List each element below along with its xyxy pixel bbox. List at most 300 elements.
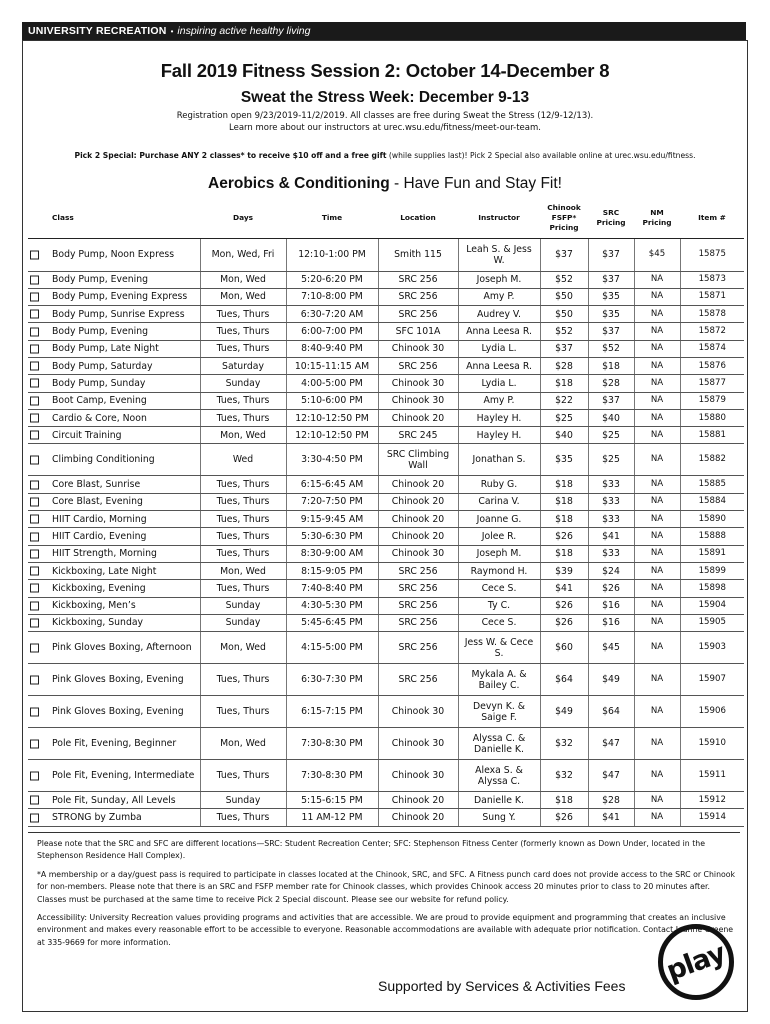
row-nm-price: NA <box>634 511 680 528</box>
page-subtitle: Sweat the Stress Week: December 9-13 <box>240 89 530 106</box>
row-fsfp-price: $32 <box>540 728 588 760</box>
row-src-price: $52 <box>588 340 634 357</box>
row-time: 9:15-9:45 AM <box>286 511 378 528</box>
note-locations: Please note that the SRC and SFC are different locations—SRC: Student Recreation Center; SFC: Stephenson Fitness Center (formerly known as Down Under, located in the Stephenson Residence Hall Complex). <box>37 839 705 861</box>
row-src-price: $49 <box>588 664 634 696</box>
table-row <box>28 614 744 631</box>
row-class-cell <box>28 340 200 357</box>
checkbox[interactable] <box>30 707 39 716</box>
row-days: Tues, Thurs <box>200 760 286 792</box>
row-nm-price: NA <box>634 340 680 357</box>
checkbox[interactable] <box>30 327 39 336</box>
pick2-special-rest: (while supplies last)! Pick 2 Special also available online at urec.wsu.edu/fitness. <box>386 151 696 160</box>
row-instructor: Joanne G. <box>458 511 540 528</box>
row-nm-price: NA <box>634 357 680 374</box>
row-class-name: Pink Gloves Boxing, Evening <box>52 674 184 686</box>
row-class-cell <box>28 238 200 271</box>
row-days: Tues, Thurs <box>200 809 286 826</box>
row-days: Tues, Thurs <box>200 340 286 357</box>
row-item-number: 15911 <box>680 760 744 792</box>
table-row <box>28 323 744 340</box>
row-nm-price: NA <box>634 632 680 664</box>
table-row <box>28 728 744 760</box>
row-days: Mon, Wed, Fri <box>200 238 286 271</box>
row-instructor: Joseph M. <box>458 271 540 288</box>
row-class-name: Body Pump, Evening <box>52 326 148 338</box>
row-instructor: Ty C. <box>458 597 540 614</box>
row-class-cell <box>28 511 200 528</box>
notes <box>37 838 737 955</box>
row-nm-price: NA <box>634 614 680 631</box>
row-fsfp-price: $32 <box>540 760 588 792</box>
row-src-price: $33 <box>588 545 634 562</box>
row-time: 4:15-5:00 PM <box>286 632 378 664</box>
row-days: Mon, Wed <box>200 427 286 444</box>
col-header-days: Days <box>200 198 286 238</box>
checkbox[interactable] <box>30 310 39 319</box>
table-row <box>28 792 744 809</box>
row-item-number: 15872 <box>680 323 744 340</box>
row-fsfp-price: $37 <box>540 340 588 357</box>
table-row <box>28 288 744 305</box>
row-class-cell <box>28 528 200 545</box>
row-class-name: Pink Gloves Boxing, Evening <box>52 706 184 718</box>
row-src-price: $24 <box>588 562 634 579</box>
row-time: 12:10-1:00 PM <box>286 238 378 271</box>
row-instructor: Raymond H. <box>458 562 540 579</box>
schedule-table <box>28 198 744 827</box>
row-instructor: Leah S. & Jess W. <box>458 238 540 271</box>
row-class-cell <box>28 476 200 493</box>
row-src-price: $33 <box>588 476 634 493</box>
row-class-cell <box>28 288 200 305</box>
row-src-price: $16 <box>588 614 634 631</box>
row-class-cell <box>28 580 200 597</box>
checkbox[interactable] <box>30 497 39 506</box>
row-fsfp-price: $49 <box>540 696 588 728</box>
row-days: Tues, Thurs <box>200 323 286 340</box>
row-fsfp-price: $50 <box>540 288 588 305</box>
checkbox[interactable] <box>30 414 39 423</box>
row-fsfp-price: $22 <box>540 392 588 409</box>
row-fsfp-price: $18 <box>540 375 588 392</box>
checkbox[interactable] <box>30 813 39 822</box>
row-instructor: Devyn K. & Saige F. <box>458 696 540 728</box>
header-banner <box>22 22 746 40</box>
row-src-price: $37 <box>588 392 634 409</box>
row-class-name: HIIT Strength, Morning <box>52 548 157 560</box>
row-item-number: 15904 <box>680 597 744 614</box>
row-days: Mon, Wed <box>200 632 286 664</box>
row-item-number: 15875 <box>680 238 744 271</box>
note-membership: *A membership or a day/guest pass is required to participate in classes located at the Chinook, SRC, and SFC. A Fitness punch card does not provide access to the SRC or Chinook for non-members. Please note that there is an SRC and FSFP member rate for Chinook classes, which provides Chinook access 20 minutes prior to class to 20 minutes after. Classes must be purchased at the same time to receive Pick 2 Special discount. Please see our website for refund policy. <box>37 869 736 904</box>
row-location: SRC 256 <box>378 664 458 696</box>
row-instructor: Lydia L. <box>458 340 540 357</box>
table-row <box>28 632 744 664</box>
row-location: Chinook 30 <box>378 340 458 357</box>
row-time: 4:00-5:00 PM <box>286 375 378 392</box>
checkbox[interactable] <box>30 396 39 405</box>
row-location: Chinook 30 <box>378 375 458 392</box>
row-location: SRC 256 <box>378 288 458 305</box>
row-time: 12:10-12:50 PM <box>286 427 378 444</box>
row-instructor: Ruby G. <box>458 476 540 493</box>
table-row <box>28 357 744 374</box>
row-src-price: $47 <box>588 728 634 760</box>
col-header-time: Time <box>286 198 378 238</box>
row-src-price: $25 <box>588 444 634 476</box>
row-fsfp-price: $37 <box>540 238 588 271</box>
table-row <box>28 597 744 614</box>
registration-line-2: Learn more about our instructors at urec.wsu.edu/fitness/meet-our-team. <box>229 123 541 133</box>
table-row <box>28 562 744 579</box>
row-fsfp-price: $28 <box>540 357 588 374</box>
table-row <box>28 476 744 493</box>
row-nm-price: NA <box>634 271 680 288</box>
row-fsfp-price: $26 <box>540 614 588 631</box>
row-class-name: Core Blast, Sunrise <box>52 479 141 491</box>
row-item-number: 15910 <box>680 728 744 760</box>
row-location: SRC 256 <box>378 632 458 664</box>
checkbox[interactable] <box>30 532 39 541</box>
row-days: Tues, Thurs <box>200 493 286 510</box>
row-time: 11 AM-12 PM <box>286 809 378 826</box>
row-time: 7:30-8:30 PM <box>286 728 378 760</box>
col-header-src-line1: SRC <box>602 207 620 217</box>
row-class-name: Circuit Training <box>52 429 122 441</box>
row-time: 5:10-6:00 PM <box>286 392 378 409</box>
play-logo <box>658 924 734 1000</box>
page-title: Fall 2019 Fitness Session 2: October 14-December 8 <box>160 60 610 81</box>
row-instructor: Audrey V. <box>458 306 540 323</box>
row-location: SRC 256 <box>378 357 458 374</box>
row-time: 7:40-8:40 PM <box>286 580 378 597</box>
row-fsfp-price: $18 <box>540 511 588 528</box>
row-fsfp-price: $40 <box>540 427 588 444</box>
row-fsfp-price: $60 <box>540 632 588 664</box>
table-header-row <box>28 198 744 238</box>
row-fsfp-price: $26 <box>540 528 588 545</box>
row-class-cell <box>28 597 200 614</box>
row-fsfp-price: $18 <box>540 476 588 493</box>
row-class-name: Pink Gloves Boxing, Afternoon <box>52 642 192 654</box>
row-src-price: $28 <box>588 375 634 392</box>
row-location: Chinook 20 <box>378 511 458 528</box>
row-class-cell <box>28 375 200 392</box>
row-class-cell <box>28 444 200 476</box>
notes-divider <box>28 832 740 833</box>
row-item-number: 15903 <box>680 632 744 664</box>
table-row <box>28 392 744 409</box>
table-row <box>28 511 744 528</box>
banner-tagline: inspiring active healthy living <box>177 25 311 37</box>
checkbox[interactable] <box>30 362 39 371</box>
row-class-name: HIIT Cardio, Evening <box>52 531 147 542</box>
checkbox[interactable] <box>30 292 39 301</box>
row-class-cell <box>28 392 200 409</box>
row-nm-price: NA <box>634 545 680 562</box>
row-time: 6:00-7:00 PM <box>286 323 378 340</box>
row-src-price: $33 <box>588 511 634 528</box>
row-days: Tues, Thurs <box>200 580 286 597</box>
row-src-price: $37 <box>588 238 634 271</box>
checkbox[interactable] <box>30 379 39 388</box>
row-time: 5:45-6:45 PM <box>286 614 378 631</box>
row-nm-price: NA <box>634 409 680 426</box>
row-location: SRC 256 <box>378 271 458 288</box>
row-nm-price: NA <box>634 288 680 305</box>
row-fsfp-price: $25 <box>540 409 588 426</box>
row-time: 7:10-8:00 PM <box>286 288 378 305</box>
row-fsfp-price: $18 <box>540 792 588 809</box>
table-row <box>28 809 744 826</box>
row-days: Sunday <box>200 597 286 614</box>
row-nm-price: NA <box>634 323 680 340</box>
row-class-name: Body Pump, Sunrise Express <box>52 308 185 320</box>
row-instructor: Amy P. <box>458 288 540 305</box>
row-src-price: $35 <box>588 306 634 323</box>
checkbox[interactable] <box>30 455 39 464</box>
col-header-src-line2: Pricing <box>596 217 626 227</box>
row-class-cell <box>28 493 200 510</box>
row-item-number: 15885 <box>680 476 744 493</box>
row-class-cell <box>28 323 200 340</box>
row-src-price: $25 <box>588 427 634 444</box>
row-fsfp-price: $52 <box>540 271 588 288</box>
row-item-number: 15888 <box>680 528 744 545</box>
table-row <box>28 528 744 545</box>
row-item-number: 15879 <box>680 392 744 409</box>
col-header-instructor: Instructor <box>458 198 540 238</box>
row-item-number: 15891 <box>680 545 744 562</box>
row-src-price: $28 <box>588 792 634 809</box>
row-time: 4:30-5:30 PM <box>286 597 378 614</box>
row-days: Mon, Wed <box>200 728 286 760</box>
col-header-src <box>588 198 634 238</box>
checkbox[interactable] <box>30 549 39 558</box>
row-fsfp-price: $35 <box>540 444 588 476</box>
row-location: SRC Climbing Wall <box>378 444 458 476</box>
row-src-price: $41 <box>588 809 634 826</box>
footer-text: Supported by Services & Activities Fees <box>378 978 626 994</box>
table-row <box>28 444 744 476</box>
row-item-number: 15914 <box>680 809 744 826</box>
row-time: 5:15-6:15 PM <box>286 792 378 809</box>
checkbox[interactable] <box>30 584 39 593</box>
play-logo-text: play <box>662 937 730 987</box>
row-days: Tues, Thurs <box>200 528 286 545</box>
checkbox[interactable] <box>30 480 39 489</box>
banner-separator: • <box>170 26 174 36</box>
row-item-number: 15874 <box>680 340 744 357</box>
row-instructor: Jess W. & Cece S. <box>458 632 540 664</box>
row-class-name: Boot Camp, Evening <box>52 395 147 407</box>
checkbox[interactable] <box>30 344 39 353</box>
row-class-name: Body Pump, Late Night <box>52 343 159 355</box>
row-class-cell <box>28 409 200 426</box>
row-location: Chinook 30 <box>378 696 458 728</box>
row-nm-price: NA <box>634 528 680 545</box>
row-class-name: Kickboxing, Evening <box>52 582 146 594</box>
row-instructor: Danielle K. <box>458 792 540 809</box>
table-row <box>28 493 744 510</box>
checkbox[interactable] <box>30 739 39 748</box>
row-instructor: Sung Y. <box>458 809 540 826</box>
row-instructor: Cece S. <box>458 614 540 631</box>
table-row <box>28 271 744 288</box>
col-header-nm-line1: NM <box>650 207 664 217</box>
checkbox[interactable] <box>30 431 39 440</box>
row-src-price: $40 <box>588 409 634 426</box>
section-heading-rest: - Have Fun and Stay Fit! <box>389 175 562 192</box>
row-item-number: 15880 <box>680 409 744 426</box>
row-nm-price: NA <box>634 664 680 696</box>
row-fsfp-price: $26 <box>540 597 588 614</box>
row-instructor: Joseph M. <box>458 545 540 562</box>
row-item-number: 15878 <box>680 306 744 323</box>
row-location: Chinook 30 <box>378 392 458 409</box>
row-src-price: $35 <box>588 288 634 305</box>
row-src-price: $37 <box>588 323 634 340</box>
row-class-cell <box>28 545 200 562</box>
row-instructor: Lydia L. <box>458 375 540 392</box>
col-header-fsfp-line2: FSFP* <box>551 212 577 222</box>
row-days: Mon, Wed <box>200 562 286 579</box>
row-src-price: $16 <box>588 597 634 614</box>
row-nm-price: NA <box>634 792 680 809</box>
row-class-name: HIIT Cardio, Morning <box>52 513 147 525</box>
row-location: Smith 115 <box>378 238 458 271</box>
row-item-number: 15906 <box>680 696 744 728</box>
registration-info <box>0 110 770 134</box>
row-time: 3:30-4:50 PM <box>286 444 378 476</box>
row-class-cell <box>28 632 200 664</box>
row-location: SRC 256 <box>378 614 458 631</box>
checkbox[interactable] <box>30 275 39 284</box>
checkbox[interactable] <box>30 618 39 627</box>
row-location: Chinook 20 <box>378 792 458 809</box>
row-days: Sunday <box>200 614 286 631</box>
col-header-class: Class <box>28 198 200 238</box>
row-location: Chinook 20 <box>378 409 458 426</box>
row-item-number: 15882 <box>680 444 744 476</box>
row-class-cell <box>28 664 200 696</box>
checkbox[interactable] <box>30 250 39 259</box>
row-class-cell <box>28 427 200 444</box>
row-item-number: 15898 <box>680 580 744 597</box>
row-class-name: Cardio & Core, Noon <box>52 412 147 424</box>
checkbox[interactable] <box>30 675 39 684</box>
row-location: SRC 256 <box>378 580 458 597</box>
row-nm-price: NA <box>634 493 680 510</box>
row-item-number: 15871 <box>680 288 744 305</box>
row-time: 8:30-9:00 AM <box>286 545 378 562</box>
row-fsfp-price: $50 <box>540 306 588 323</box>
row-src-price: $41 <box>588 528 634 545</box>
row-time: 7:20-7:50 PM <box>286 493 378 510</box>
row-class-cell <box>28 696 200 728</box>
row-class-name: Pole Fit, Evening, Intermediate <box>52 770 195 782</box>
row-src-price: $64 <box>588 696 634 728</box>
banner-org: UNIVERSITY RECREATION <box>28 25 167 37</box>
col-header-fsfp-line3: Pricing <box>549 222 579 232</box>
table-row <box>28 340 744 357</box>
checkbox[interactable] <box>30 796 39 805</box>
row-class-name: Pole Fit, Evening, Beginner <box>52 738 177 750</box>
row-time: 6:30-7:20 AM <box>286 306 378 323</box>
note-accessibility: Accessibility: University Recreation values providing programs and activities that are accessible. We are proud to provide equipment and programming that creates an inclusive environment and makes every reasonable effort to be accessible to everyone. Reasonable accommodations are available with adequate prior notification. Contact Joanne Greene at 335-9669 for more information. <box>37 913 734 947</box>
col-header-fsfp-line1: Chinook <box>547 202 581 212</box>
row-class-cell <box>28 792 200 809</box>
row-days: Sunday <box>200 375 286 392</box>
pick2-special <box>0 151 770 160</box>
row-time: 7:30-8:30 PM <box>286 760 378 792</box>
row-class-name: Kickboxing, Men’s <box>52 600 136 612</box>
row-nm-price: NA <box>634 427 680 444</box>
table-row <box>28 664 744 696</box>
row-nm-price: $45 <box>634 238 680 271</box>
pick2-special-bold: Pick 2 Special: Purchase ANY 2 classes* to receive $10 off and a free gift <box>74 151 387 160</box>
row-class-name: STRONG by Zumba <box>52 812 142 824</box>
row-days: Tues, Thurs <box>200 409 286 426</box>
col-header-nm <box>634 198 680 238</box>
row-class-cell <box>28 760 200 792</box>
row-location: Chinook 20 <box>378 476 458 493</box>
row-class-cell <box>28 728 200 760</box>
row-item-number: 15912 <box>680 792 744 809</box>
row-src-price: $47 <box>588 760 634 792</box>
row-time: 10:15-11:15 AM <box>286 357 378 374</box>
row-nm-price: NA <box>634 597 680 614</box>
row-days: Sunday <box>200 792 286 809</box>
row-fsfp-price: $39 <box>540 562 588 579</box>
row-class-cell <box>28 306 200 323</box>
row-instructor: Anna Leesa R. <box>458 323 540 340</box>
row-class-cell <box>28 809 200 826</box>
row-days: Tues, Thurs <box>200 545 286 562</box>
row-class-name: Body Pump, Evening Express <box>52 291 188 303</box>
row-instructor: Amy P. <box>458 392 540 409</box>
table-row <box>28 760 744 792</box>
row-item-number: 15907 <box>680 664 744 696</box>
checkbox[interactable] <box>30 601 39 610</box>
row-item-number: 15881 <box>680 427 744 444</box>
row-days: Tues, Thurs <box>200 476 286 493</box>
checkbox[interactable] <box>30 567 39 576</box>
checkbox[interactable] <box>30 515 39 524</box>
row-time: 8:15-9:05 PM <box>286 562 378 579</box>
row-nm-price: NA <box>634 375 680 392</box>
checkbox[interactable] <box>30 643 39 652</box>
row-instructor: Cece S. <box>458 580 540 597</box>
row-days: Tues, Thurs <box>200 511 286 528</box>
row-location: SRC 245 <box>378 427 458 444</box>
row-location: SRC 256 <box>378 306 458 323</box>
row-nm-price: NA <box>634 562 680 579</box>
section-heading <box>0 175 770 193</box>
row-class-cell <box>28 357 200 374</box>
checkbox[interactable] <box>30 771 39 780</box>
row-nm-price: NA <box>634 306 680 323</box>
row-instructor: Jonathan S. <box>458 444 540 476</box>
row-instructor: Anna Leesa R. <box>458 357 540 374</box>
row-instructor: Carina V. <box>458 493 540 510</box>
row-time: 6:15-7:15 PM <box>286 696 378 728</box>
row-class-cell <box>28 562 200 579</box>
table-row <box>28 306 744 323</box>
row-instructor: Hayley H. <box>458 427 540 444</box>
row-item-number: 15873 <box>680 271 744 288</box>
